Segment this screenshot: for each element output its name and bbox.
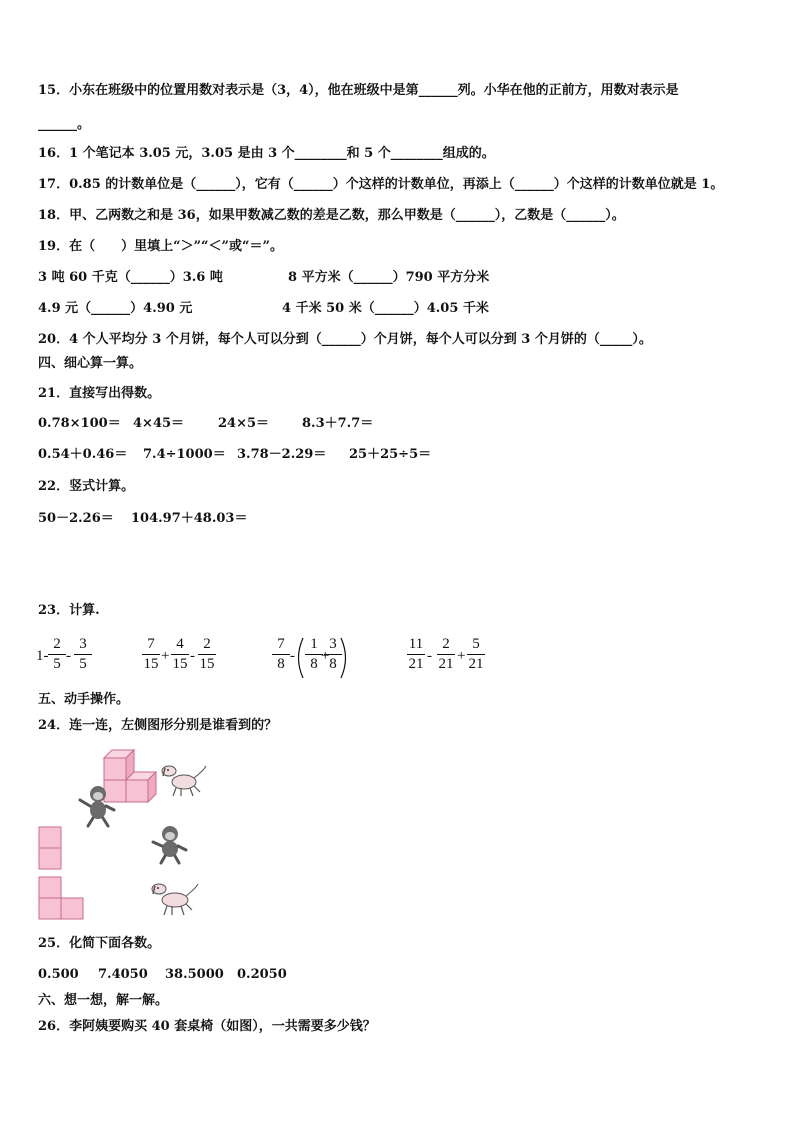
q23-title: 23．计算. [38, 603, 100, 618]
section-heading-6: 六、想一想，解一解。 [38, 993, 169, 1008]
q25-title: 25．化简下面各数。 [38, 936, 161, 951]
q21-item: 4×45＝ [133, 416, 185, 431]
q19-item: 4.9 元（______）4.90 元 [38, 301, 193, 316]
q18: 18．甲、乙两数之和是 36，如果甲数减乙数的差是乙数，那么甲数是（______），乙数是（______）。 [38, 208, 625, 223]
q17: 17．0.85 的计数单位是（______），它有（______）个这样的计数单位，再添上（______）个这样的计数单位就是 1。 [38, 177, 724, 192]
q20: 20．4 个人平均分 3 个月饼，每个人可以分到（______）个月饼，每个人可以分到 3 个月饼的（_____）。 [38, 332, 652, 347]
q19-item: 3 吨 60 千克（______）3.6 吨 [38, 270, 223, 285]
q19-title: 19．在（ ）里填上“＞”“＜”或“＝”。 [38, 239, 283, 254]
q23-expression-3: 7 8 - 1 8 + 3 8 [270, 636, 350, 680]
q25-item: 0.500 [38, 967, 79, 982]
dog-icon [150, 880, 202, 918]
section-heading-4: 四、细心算一算。 [38, 356, 143, 371]
monkey-icon [150, 824, 190, 864]
q19-item: 4 千米 50 米（______）4.05 千米 [282, 301, 489, 316]
q25-item: 7.4050 [98, 967, 148, 982]
q22-item: 104.97＋48.03＝ [131, 511, 248, 526]
dog-icon [160, 762, 210, 798]
q21-item: 25＋25÷5＝ [349, 447, 432, 462]
q24-title: 24．连一连，左侧图形分别是谁看到的？ [38, 718, 278, 733]
q21-title: 21．直接写出得数。 [38, 386, 161, 401]
q19-item: 8 平方米（______）790 平方分米 [288, 270, 490, 285]
q21-item: 8.3＋7.7＝ [302, 416, 374, 431]
q23-expression-2: 7 15 + 4 15 - 2 15 [143, 636, 215, 672]
q21-item: 7.4÷1000＝ [143, 447, 226, 462]
q25-item: 38.5000 [165, 967, 224, 982]
monkey-icon [78, 784, 118, 828]
q15-line2: ______。 [38, 117, 91, 132]
q21-item: 0.78×100＝ [38, 416, 121, 431]
q21-item: 3.78－2.29＝ [237, 447, 327, 462]
q23-expression-1: 1- 2 5 - 3 5 [36, 636, 96, 680]
q22-title: 22．竖式计算。 [38, 479, 135, 494]
section-heading-5: 五、动手操作。 [38, 692, 130, 707]
q23-expression-4: 11 21 - 2 21 + 5 21 [408, 636, 484, 672]
q21-item: 24×5＝ [218, 416, 270, 431]
q21-item: 0.54＋0.46＝ [38, 447, 128, 462]
q15-line1: 15．小东在班级中的位置用数对表示是（3，4），他在班级中是第______列。小华在他的正前方，用数对表示是 [38, 83, 679, 98]
q26: 26．李阿姨要购买 40 套桌椅（如图），一共需要多少钱？ [38, 1019, 376, 1034]
q22-item: 50－2.26＝ [38, 511, 114, 526]
q25-item: 0.2050 [237, 967, 287, 982]
view-shape-vertical [38, 826, 62, 870]
view-shape-l [38, 876, 84, 922]
q16: 16．1 个笔记本 3.05 元，3.05 是由 3 个________和 5 个________组成的。 [38, 146, 495, 161]
